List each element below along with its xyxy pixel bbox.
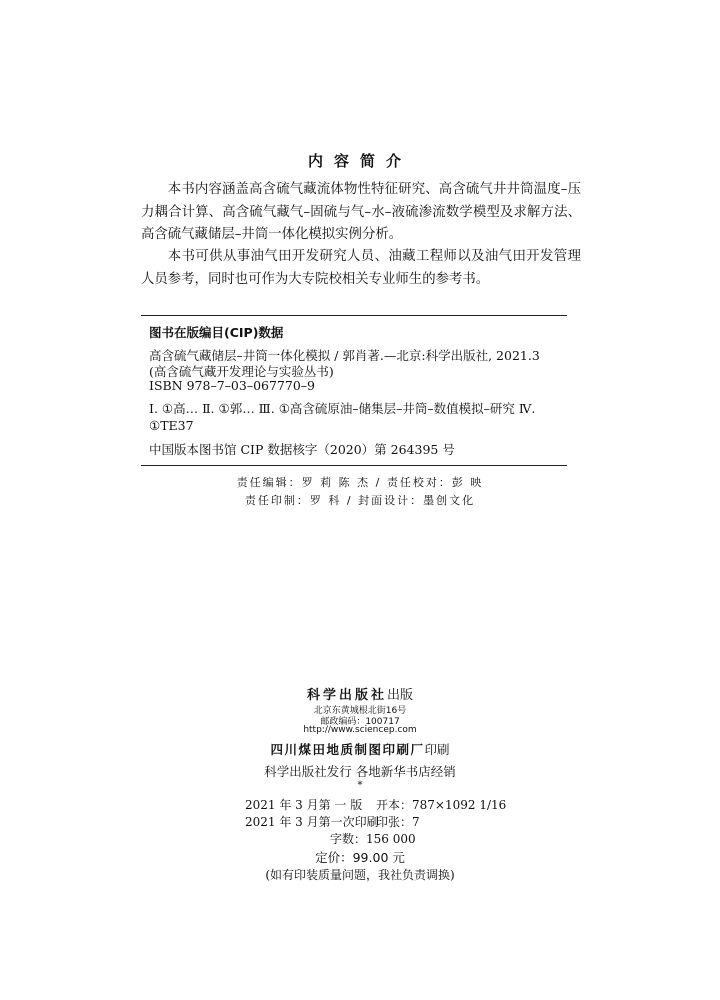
summary-paragraph-2: 本书可供从事油气田开发研究人员、油藏工程师以及油气田开发管理人员参考，同时也可作为大专院校相关专业师生的参考书。 [141,249,581,287]
publisher-name: 科学出版社 [306,688,387,703]
cip-title-line: 高含硫气藏储层–井筒一体化模拟 / 郭肖著.—北京:科学出版社, 2021.3 [149,348,540,363]
publisher-address: 北京东黄城根北街16号 [313,706,407,716]
word-count-line: 字数：156 000 [330,832,416,846]
cip-series-line: (高含硫气藏开发理论与实验丛书) [149,364,334,379]
publisher-suffix: 出版 [387,688,414,703]
printer-suffix: 印刷 [424,742,450,757]
edition-line: 2021 年 3 月第 一 版 [245,798,363,812]
cip-classification: Ⅰ. ①高… Ⅱ. ①郭… Ⅲ. ①高含硫原油–储集层–井筒–数值模拟–研究 Ⅳ. ①TE37 [149,401,536,433]
cip-bottom-rule [141,465,567,466]
impression-line: 2021 年 3 月第一次印刷 [245,815,379,829]
cip-isbn-line: ISBN 978–7–03–067770–9 [149,378,315,393]
distribution-line: 科学出版社发行 各地新华书店经销 [264,764,456,779]
publisher-website: http://www.sciencep.com [303,725,417,735]
cip-heading: 图书在版编目(CIP)数据 [149,325,284,340]
summary-paragraph-1: 本书内容涵盖高含硫气藏流体物性特征研究、高含硫气井井筒温度–压力耦合计算、高含硫气藏气–固硫与气–水–液硫渗流数学模型及求解方法、高含硫气藏储层–井筒一体化模拟实例分析。 [141,182,581,242]
editor-credits: 责任编辑：罗 莉 陈 杰 / 责任校对：彭 映 [236,476,484,489]
summary-title: 内容简介 [307,152,412,170]
production-credits: 责任印制：罗 科 / 封面设计：墨创文化 [244,494,476,507]
cip-catalog-number: 中国版本图书馆 CIP 数据核字（2020）第 264395 号 [149,442,455,457]
quality-notice: (如有印装质量问题，我社负责调换) [265,868,455,882]
printer-line [0,740,720,758]
cip-top-rule [141,315,567,316]
printer-name: 四川煤田地质制图印刷厂 [270,742,425,757]
price-line: 定价：99.00 元 [315,850,405,865]
sheets-line: 印张：7 [376,815,420,829]
separator-star: * [357,780,363,791]
publisher-line [0,684,720,703]
publisher-postcode: 邮政编码：100717 [320,717,400,727]
format-line: 开本：787×1092 1/16 [376,798,507,812]
